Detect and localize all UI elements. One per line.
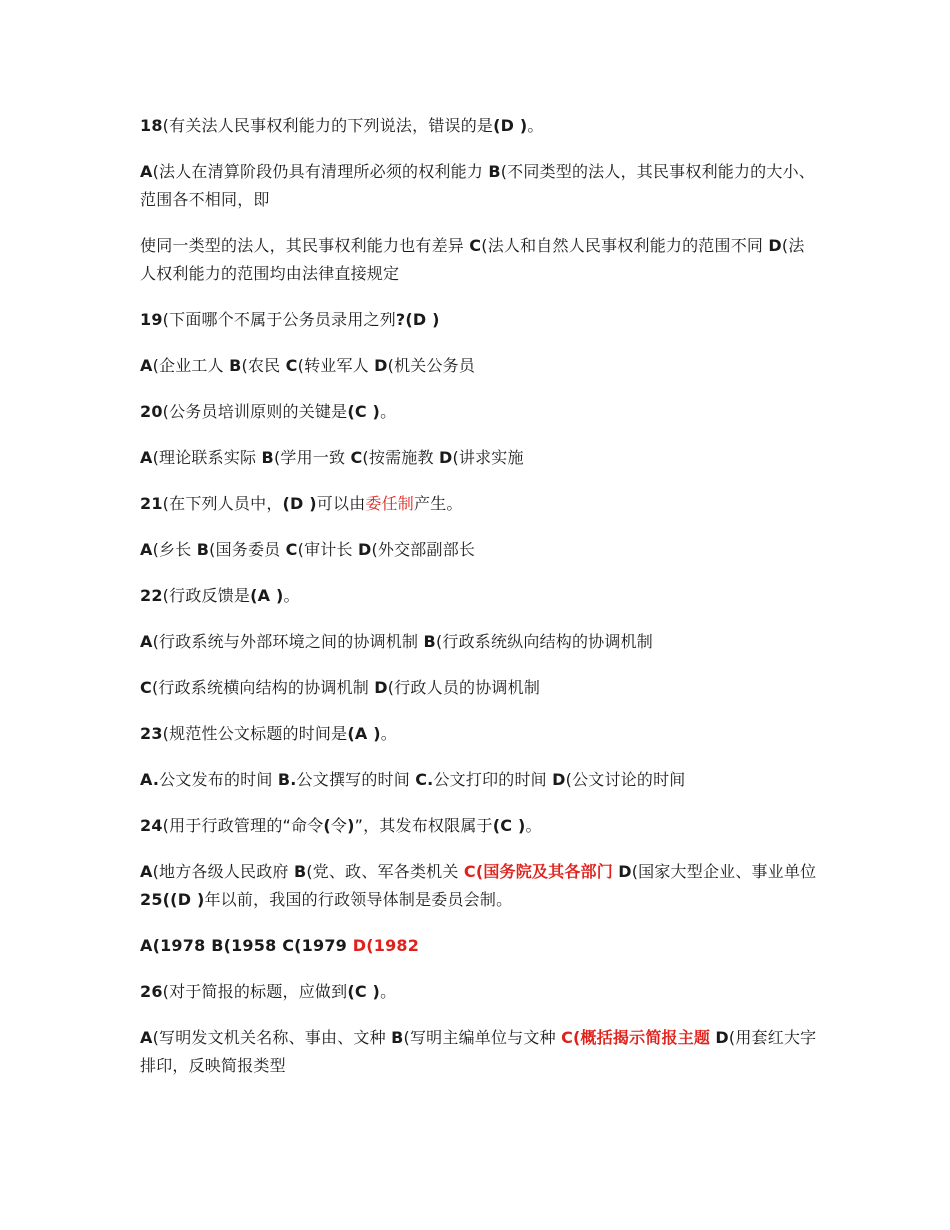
question-18-title: 18(有关法人民事权利能力的下列说法，错误的是(D )。	[140, 116, 544, 135]
question-26-title: 26(对于简报的标题，应做到(C )。	[140, 982, 397, 1001]
question-24-options: A(地方各级人民政府 B(党、政、军各类机关 C(国务院及其各部门 D(国家大型企业、事业单位 25((D )年以前，我国的行政领导体制是委员会制。	[140, 862, 817, 909]
answer-highlight: D(1982	[352, 936, 420, 955]
question-19-title: 19(下面哪个不属于公务员录用之列?(D )	[140, 310, 440, 329]
question-26-options: A(写明发文机关名称、事由、文种 B(写明主编单位与文种 C(概括揭示简报主题 D(用套红大字排印，反映简报类型	[140, 1028, 817, 1075]
question-23-title: 23(规范性公文标题的时间是(A )。	[140, 724, 397, 743]
question-22-options-1: A(行政系统与外部环境之间的协调机制 B(行政系统纵向结构的协调机制	[140, 632, 653, 651]
question-18-options-1: A(法人在清算阶段仍具有清理所必须的权利能力 B(不同类型的法人，其民事权利能力的大小、范围各不相同，即	[140, 162, 815, 209]
question-20-title: 20(公务员培训原则的关键是(C )。	[140, 402, 397, 421]
question-20-options: A(理论联系实际 B(学用一致 C(按需施教 D(讲求实施	[140, 448, 524, 467]
answer-highlight: C(国务院及其各部门	[463, 862, 613, 881]
highlight-term: 委任制	[365, 494, 415, 513]
question-22-title: 22(行政反馈是(A )。	[140, 586, 300, 605]
question-22-options-2: C(行政系统横向结构的协调机制 D(行政人员的协调机制	[140, 678, 541, 697]
question-18-options-2: 使同一类型的法人，其民事权利能力也有差异 C(法人和自然人民事权利能力的范围不同 D(法人权利能力的范围均由法律直接规定	[140, 236, 805, 283]
question-21-title: 21(在下列人员中，(D )可以由委任制产生。	[140, 494, 463, 513]
question-21-options: A(乡长 B(国务委员 C(审计长 D(外交部副部长	[140, 540, 476, 559]
question-23-options: A.公文发布的时间 B.公文撰写的时间 C.公文打印的时间 D(公文讨论的时间	[140, 770, 686, 789]
answer-highlight: C(概括揭示简报主题	[561, 1028, 711, 1047]
question-19-options: A(企业工人 B(农民 C(转业军人 D(机关公务员	[140, 356, 476, 375]
question-24-title: 24(用于行政管理的“命令(令)”，其发布权限属于(C )。	[140, 816, 542, 835]
question-25-options: A(1978 B(1958 C(1979 D(1982	[140, 936, 420, 955]
document-page	[140, 112, 820, 1098]
